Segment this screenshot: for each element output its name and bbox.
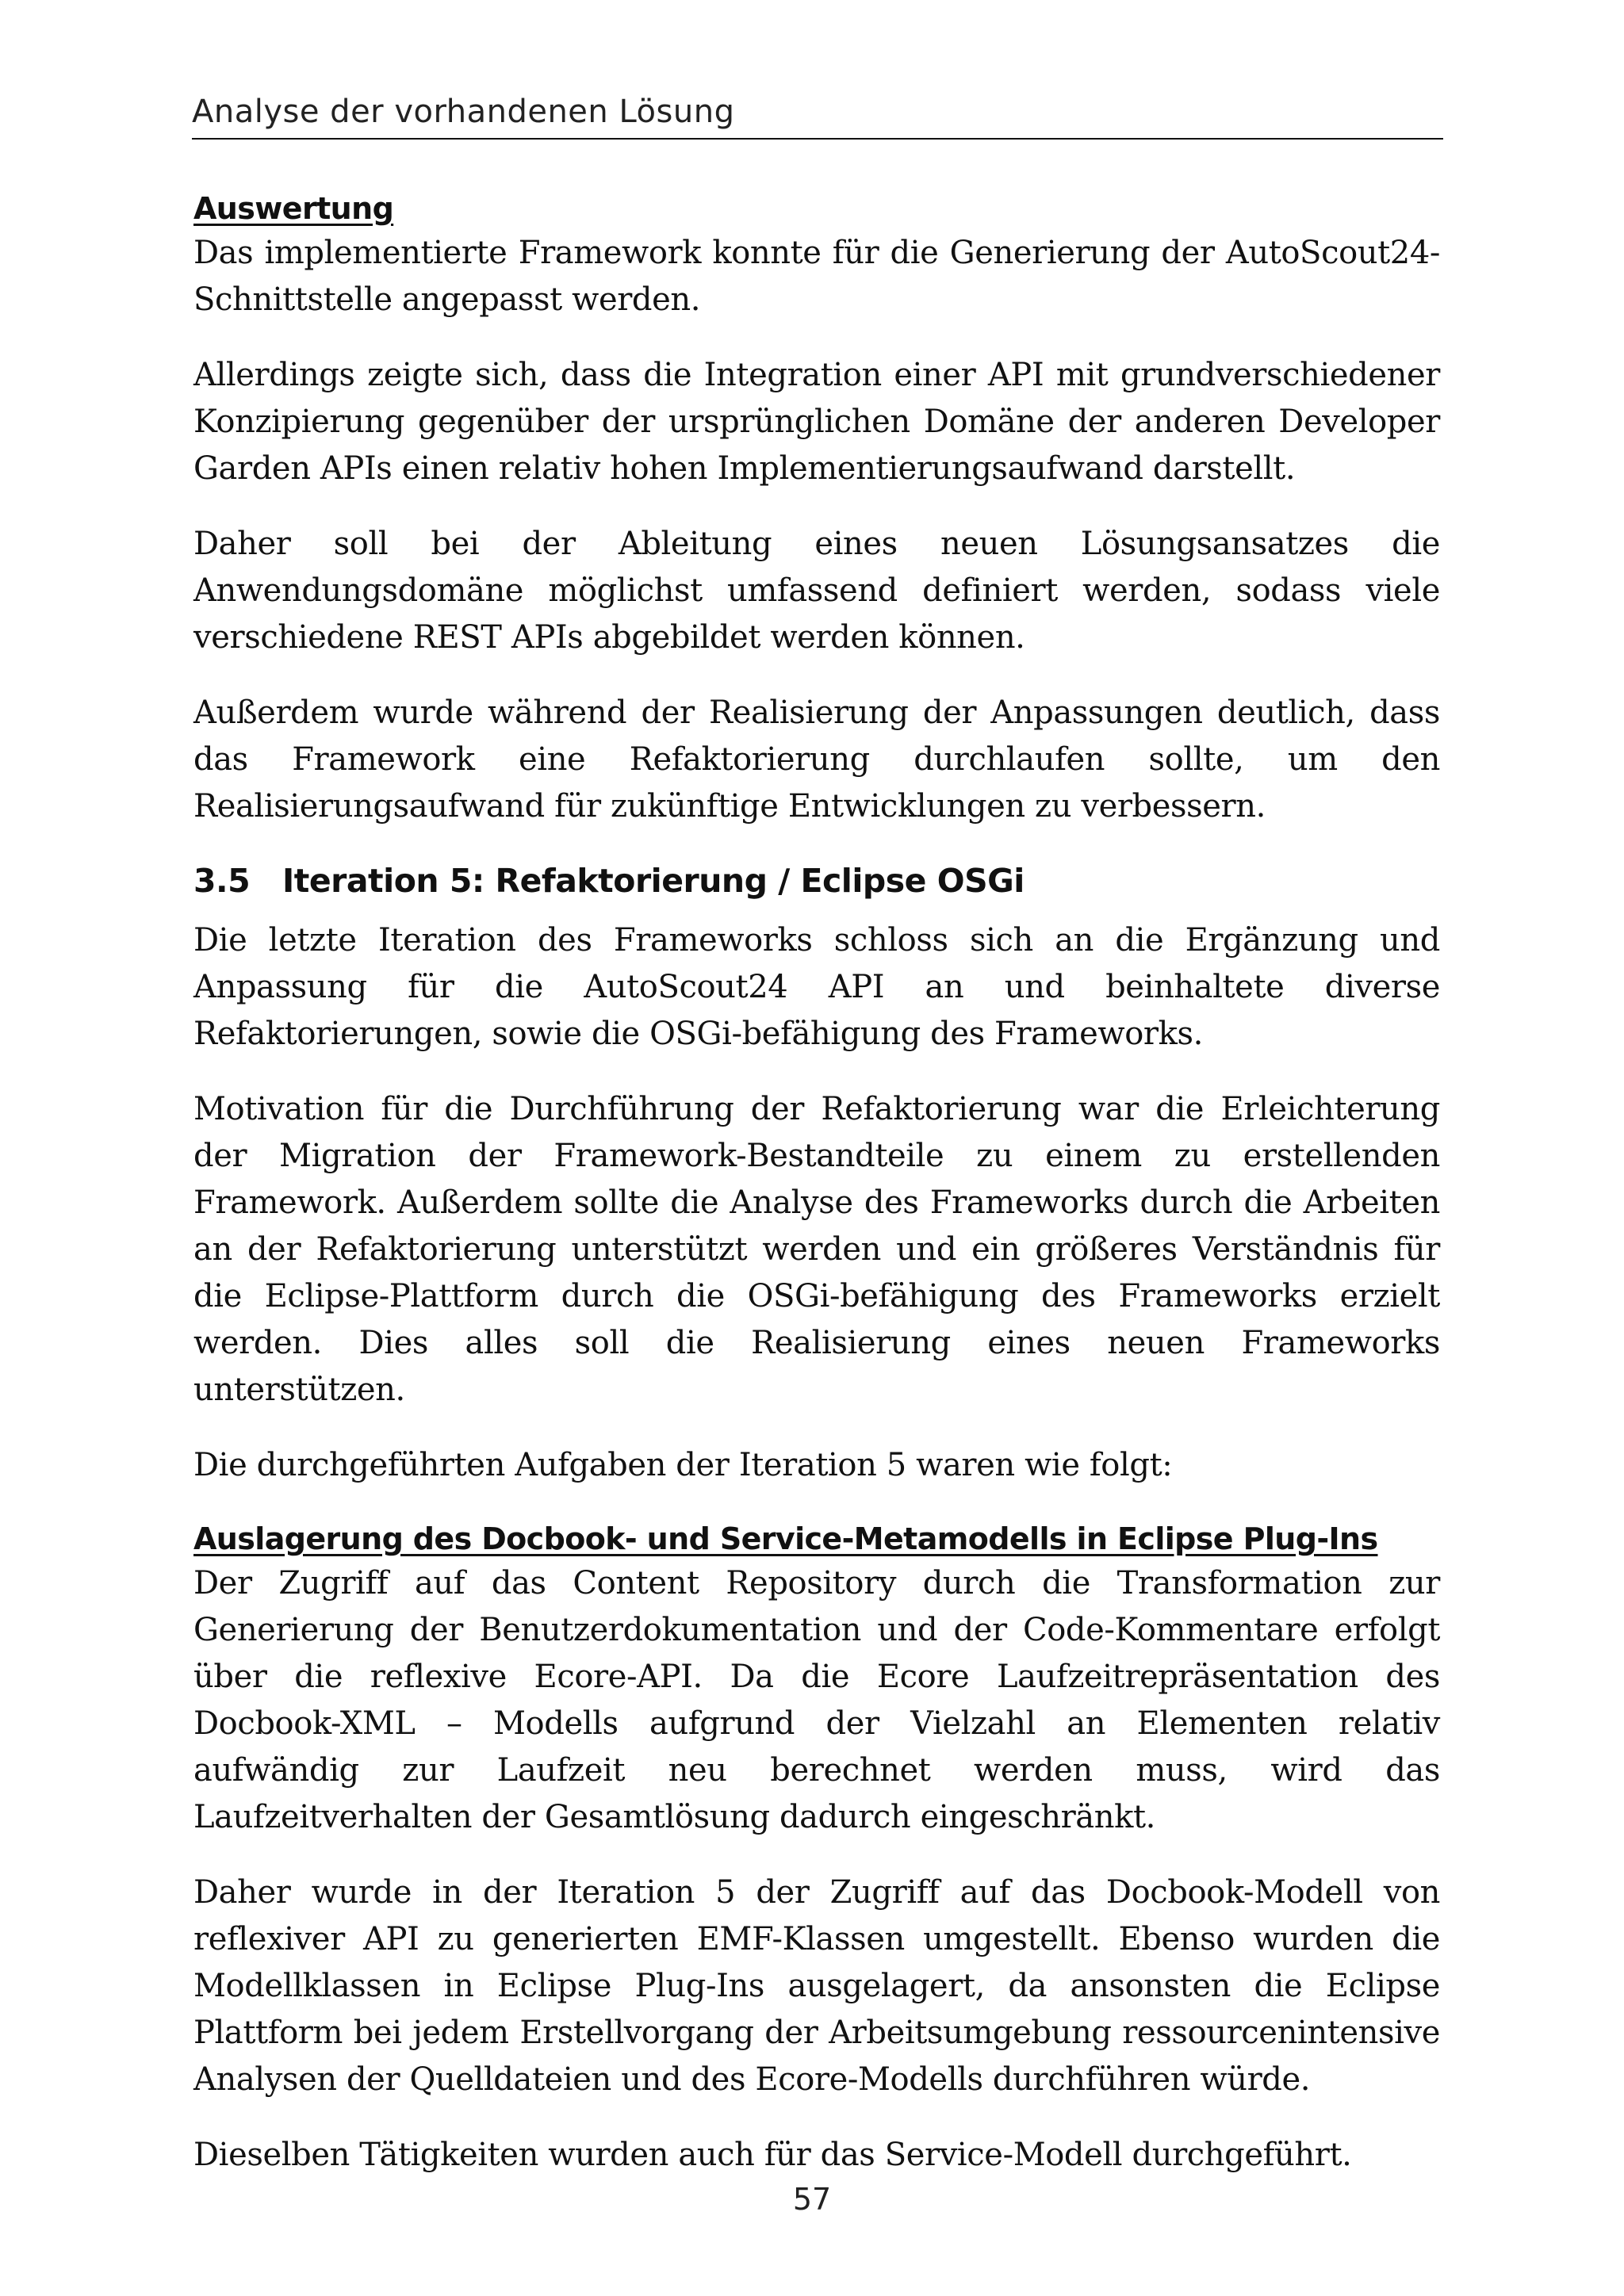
paragraph: Daher soll bei der Ableitung eines neuen Lösungsansatzes die Anwendungsdomäne möglichst umfassend definiert werden, sodass viele verschiedene REST APIs abgebildet werden können. [193,526,1440,656]
paragraph: Dieselben Tätigkeiten wurden auch für das Service-Modell durchgeführt. [193,2137,1352,2173]
running-header: Analyse der vorhandenen Lösung [192,94,735,130]
header-rule [192,138,1443,140]
paragraph: Außerdem wurde während der Realisierung der Anpassungen deutlich, dass das Framework eine Refaktorierung durchlaufen sollte, um den Realisierungsaufwand für zukünftige Entwicklungen zu verbessern. [193,695,1440,825]
subheading-auswertung: Auswertung [193,191,394,226]
paragraph: Die letzte Iteration des Frameworks schloss sich an die Ergänzung und Anpassung für die AutoScout24 API an und beinhaltete diverse Refaktorierungen, sowie die OSGi-befähigung des Frameworks. [193,922,1440,1052]
paragraph: Motivation für die Durchführung der Refaktorierung war die Erleichterung der Migration der Framework-Bestandteile zu einem zu erstellenden Framework. Außerdem sollte die Analyse des Frameworks durch die Arbeiten an der Refaktorierung unterstützt werden und ein größeres Verständnis für die Eclipse-Plattform durch die OSGi-befähigung des Frameworks erzielt werden. Dies alles soll die Realisierung eines neuen Frameworks unterstützen. [193,1091,1440,1408]
paragraph: Die durchgeführten Aufgaben der Iteration 5 waren wie folgt: [193,1447,1173,1483]
paragraph: Daher wurde in der Iteration 5 der Zugriff auf das Docbook-Modell von reflexiver API zu generierten EMF-Klassen umgestellt. Ebenso wurden die Modellklassen in Eclipse Plug-Ins ausgelagert, da ansonsten die Eclipse Plattform bei jedem Erstellvorgang der Arbeitsumgebung ressourcenintensive Analysen der Quelldateien und des Ecore-Modells durchführen würde. [193,1874,1440,2098]
section-heading [193,859,1440,903]
section-number: 3.5 [193,862,251,900]
subheading-auslagerung: Auslagerung des Docbook- und Service-Metamodells in Eclipse Plug-Ins [193,1521,1378,1556]
paragraph: Allerdings zeigte sich, dass die Integration einer API mit grundverschiedener Konzipierung gegenüber der ursprünglichen Domäne der anderen Developer Garden APIs einen relativ hohen Implementierungsaufwand darstellt. [193,357,1440,487]
page-number: 57 [792,2182,832,2217]
paragraph: Der Zugriff auf das Content Repository durch die Transformation zur Generierung der Benutzerdokumentation und der Code-Kommentare erfolgt über die reflexive Ecore-API. Da die Ecore Laufzeitrepräsentation des Docbook-XML – Modells aufgrund der Vielzahl an Elementen relativ aufwändig zur Laufzeit neu berechnet werden muss, wird das Laufzeitverhalten der Gesamtlösung dadurch eingeschränkt. [193,1565,1440,1835]
paragraph: Das implementierte Framework konnte für die Generierung der AutoScout24-Schnittstelle angepasst werden. [193,235,1440,318]
section-title: Iteration 5: Refaktorierung / Eclipse OSGi [282,862,1025,900]
page-body [193,187,1440,2207]
